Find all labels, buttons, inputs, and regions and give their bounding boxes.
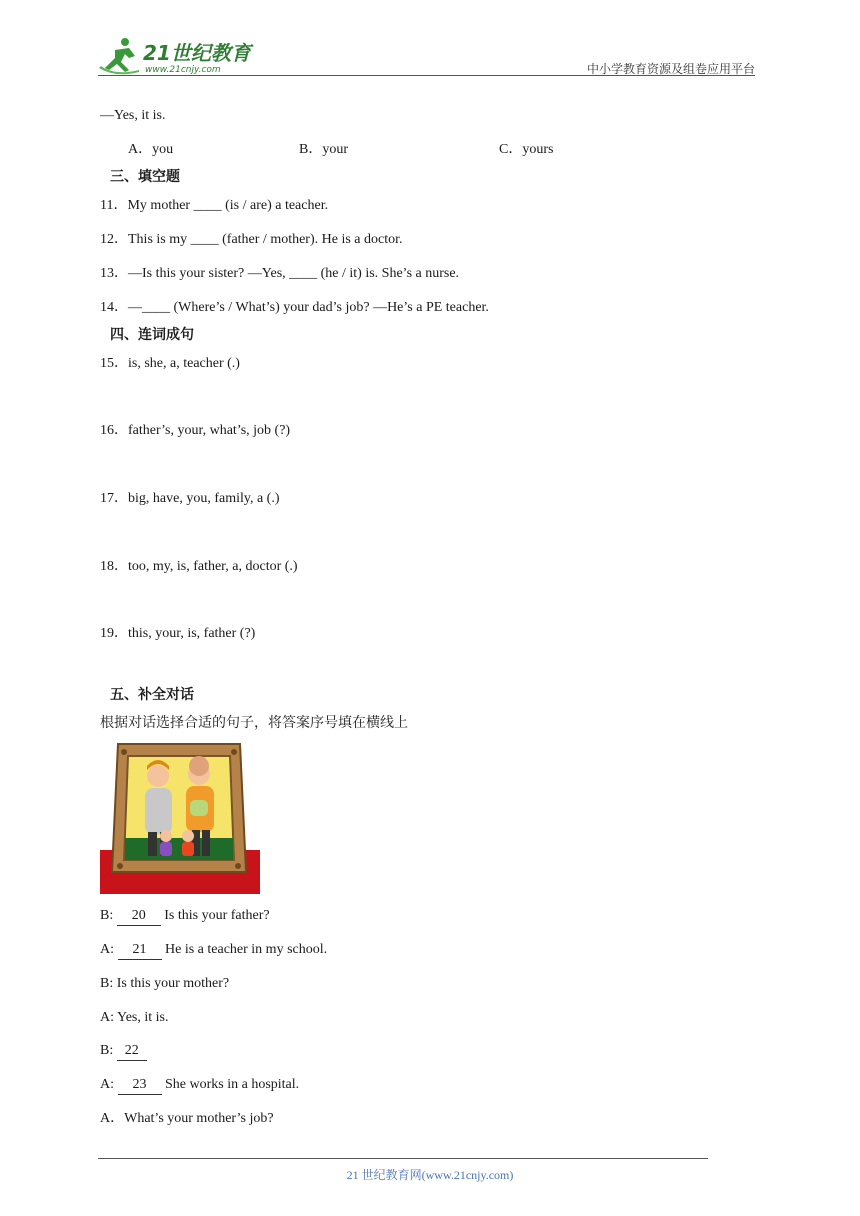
answer-blank[interactable]: 22 [117,1042,147,1061]
answer-blank[interactable]: 21 [118,941,162,960]
section-title-dialogue: 五、补全对话 [110,687,194,703]
question-text: —Is this your sister? —Yes, [128,266,286,281]
question-11 [100,197,328,215]
speaker-label: B: [100,1043,114,1058]
answer-blank[interactable]: ____ [289,266,318,281]
section-title-fill-blank: 三、填空题 [110,169,180,185]
question-17: 17．big, have, you, family, a (.) [100,491,280,506]
dialog-line-b-mother: B: Is this your mother? [100,976,230,991]
question-text: — [128,300,142,315]
choice-option-a: A．What’s your mother’s job? [100,1111,274,1126]
dialog-line-21 [100,941,327,960]
option-b: B．your [299,142,348,157]
answer-blank[interactable]: ____ [190,232,219,247]
question-15: 15．is, she, a, teacher (.) [100,356,240,371]
question-text: (father / mother). He is a doctor. [222,232,403,247]
svg-text:21世纪教育: 21世纪教育 [143,41,251,65]
speaker-label: B: [100,908,114,923]
question-text: (he / it) is. She’s a nurse. [320,266,460,281]
question-text: (Where’s / What’s) your dad’s job? —He’s a PE teacher. [173,300,489,315]
question-14 [100,299,489,317]
header-rule [98,75,755,76]
header-platform-title: 中小学教育资源及组卷应用平台 [586,62,755,76]
dialog-line-a-yes: A: Yes, it is. [100,1010,169,1025]
footer-rule [98,1158,708,1159]
question-19: 19．this, your, is, father (?) [100,626,256,641]
answer-blank[interactable]: ____ [193,198,222,213]
question-18: 18．too, my, is, father, a, doctor (.) [100,559,298,574]
answer-line: —Yes, it is. [100,108,166,123]
answer-blank[interactable]: 23 [118,1076,162,1095]
dialog-line-20 [100,907,270,926]
option-a: A．you [128,142,174,157]
question-16: 16．father’s, your, what’s, job (?) [100,423,291,438]
option-c: C．yours [499,142,554,157]
answer-blank[interactable]: 20 [117,907,161,926]
question-number: 14． [100,300,128,315]
question-number: 11． [100,198,128,213]
dialog-text: She works in a hospital. [165,1077,300,1092]
question-text: (is / are) a teacher. [225,198,329,213]
question-number: 12． [100,232,128,247]
dialog-text: Is this your father? [164,908,270,923]
question-text: This is my [128,232,188,247]
dialog-text: He is a teacher in my school. [165,942,328,957]
site-logo [95,36,265,78]
family-photo-frame-image [100,740,260,894]
speaker-label: A: [100,942,114,957]
question-number: 13． [100,266,128,281]
footer-site-text: 21 世纪教育网(www.21cnjy.com) [346,1168,514,1182]
question-13 [100,265,459,283]
section-title-sentence-order: 四、连词成句 [110,327,194,343]
dialog-line-23 [100,1076,299,1095]
answer-blank[interactable]: ____ [142,300,170,315]
section-instruction: 根据对话选择合适的句子，将答案序号填在横线上 [100,715,408,731]
dialog-line-22 [100,1042,147,1061]
question-12 [100,231,403,249]
question-text: My mother [127,198,191,213]
speaker-label: A: [100,1077,114,1092]
svg-text:www.21cnjy.com: www.21cnjy.com [145,65,221,75]
